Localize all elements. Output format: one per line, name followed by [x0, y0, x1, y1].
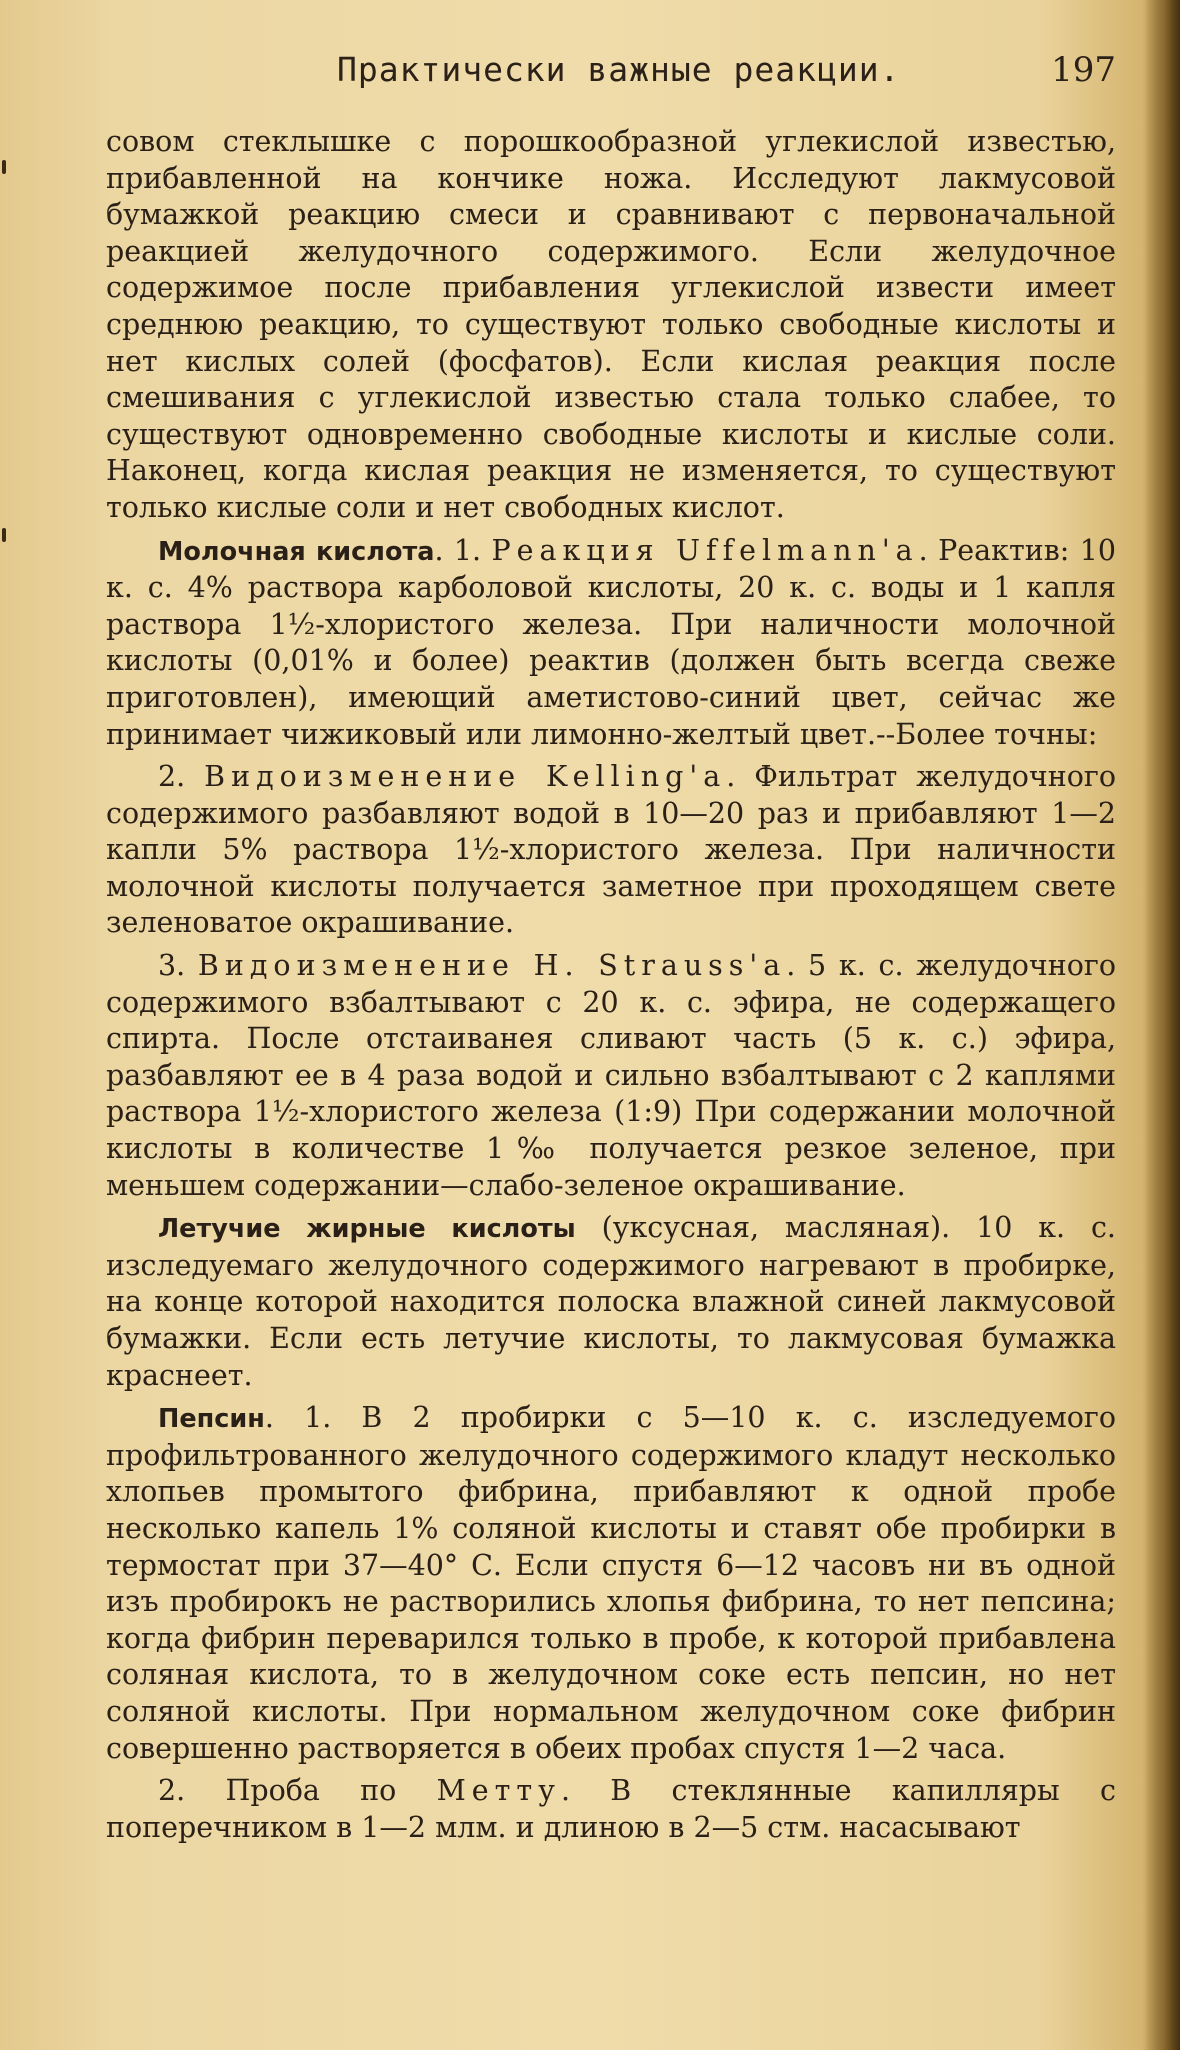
- paragraph-text: (уксусная, масляная). 10 к. с. изследуемаго желудочного содержимого нагревают в пробирке, на конце которой находится полоска влажной синей лакмусовой бумажки. Если есть летучие кислоты, то лакмусовая бумажка краснеет.: [106, 1211, 1116, 1392]
- paragraph-lactic-acid: [106, 533, 1116, 754]
- paragraph-prefix: . 1.: [434, 533, 492, 567]
- paragraph-text: . Реактив: 10 к. с. 4% раствора карболовой кислоты, 20 к. с. воды и 1 капля раствора 1½-хлористого железа. При наличности молочной кислоты (0,01% и более) реактив (должен быть всегда свеже приготовлен), имеющий аметистово-синий цвет, сейчас же принимает чижиковый или лимонно-желтый цвет.--Более точны:: [106, 533, 1117, 751]
- paragraph-text: . 5 к. с. желудочного содержимого взбалтывают с 20 к. с. эфира, не содержащего спирта. После отстаиванея сливают часть (5 к. с.) эфира, разбавляют ее в 4 раза водой и сильно взбалтывают с 2 каплями раствора 1½-хлористого железа (1:9) При содержании молочной кислоты в количестве 1‰ получается резкое зеленое, при меньшем содержании—слабо-зеленое окрашивание.: [106, 949, 1116, 1202]
- paragraph-prefix: 3.: [158, 949, 198, 983]
- section-heading-volatile-acids: Летучие жирные кислоты: [158, 1214, 576, 1245]
- paragraph-strauss: [106, 948, 1116, 1204]
- body-text: [106, 124, 1116, 1852]
- paragraph-prefix: 2. Проба по: [158, 1774, 437, 1808]
- paragraph-kelling: [106, 759, 1116, 942]
- paragraph-volatile-acids: [106, 1210, 1116, 1394]
- paragraph-text: совом стеклышке с порошкообразной углекислой известью, прибавленной на кончике ножа. Исследуют лакмусовой бумажкой реакцию смеси и сравнивают с первоначальной реакцией желудочного содержимого. Если желудочное содержимое после прибавления углекислой извести имеет среднюю реакцию, то существуют только свободные кислоты и нет кислых солей (фосфатов). Если кислая реакция после смешивания с углекислой известью стала только слабее, то существуют одновременно свободные кислоты и кислые соли. Наконец, когда кислая реакция не изменяется, то существуют только кислые соли и нет свободных кислот.: [106, 125, 1116, 524]
- margin-mark: [2, 528, 6, 542]
- page-number: 197: [1051, 50, 1116, 90]
- margin-mark: [2, 160, 6, 174]
- reaction-name: Реакция Uffelmann'a: [491, 533, 919, 567]
- reaction-name: Видоизменение H. Strauss'a: [197, 949, 787, 983]
- page-header: [100, 50, 1120, 100]
- page-edge-shadow: [1142, 0, 1180, 2050]
- paragraph-text: . В стеклянные капилляры с поперечником в 1—2 млм. и длиною в 2—5 стм. насасывают: [106, 1774, 1116, 1844]
- method-name: Метту: [436, 1774, 561, 1808]
- reaction-name: Видоизменение Kelling'a: [204, 760, 727, 794]
- paragraph-text: . 1. В 2 пробирки с 5—10 к. с. изследуемого профильтрованного желудочного содержимого кладут несколько хлопьев промытого фибрина, прибавляют к одной пробе несколько капель 1% соляной кислоты и ставят обе пробирки в термостат при 37—40° С. Если спустя 6—12 часовъ ни въ одной изъ пробирокъ не растворились хлопья фибрина, то нет пепсина; когда фибрин переварился только в пробе, к которой прибавлена соляная кислота, то в желудочном соке есть пепсин, но нет соляной кислоты. При нормальном желудочном соке фибрин совершенно растворяется в обеих пробах спустя 1—2 часа.: [106, 1401, 1116, 1765]
- running-title: Практически важные реакции.: [337, 50, 901, 89]
- paragraph-continuation: [106, 124, 1116, 527]
- paragraph-prefix: 2.: [158, 760, 205, 794]
- paragraph-mett: [106, 1773, 1116, 1846]
- paragraph-pepsin: [106, 1400, 1116, 1767]
- section-heading-pepsin: Пепсин: [158, 1404, 265, 1435]
- paragraph-text: . Фильтрат желудочного содержимого разбавляют водой в 10—20 раз и прибавляют 1—2 капли 5% раствора 1½-хлористого железа. При наличности молочной кислоты получается заметное при проходящем свете зеленоватое окрашивание.: [106, 760, 1116, 940]
- section-heading-lactic-acid: Молочная кислота: [158, 536, 435, 567]
